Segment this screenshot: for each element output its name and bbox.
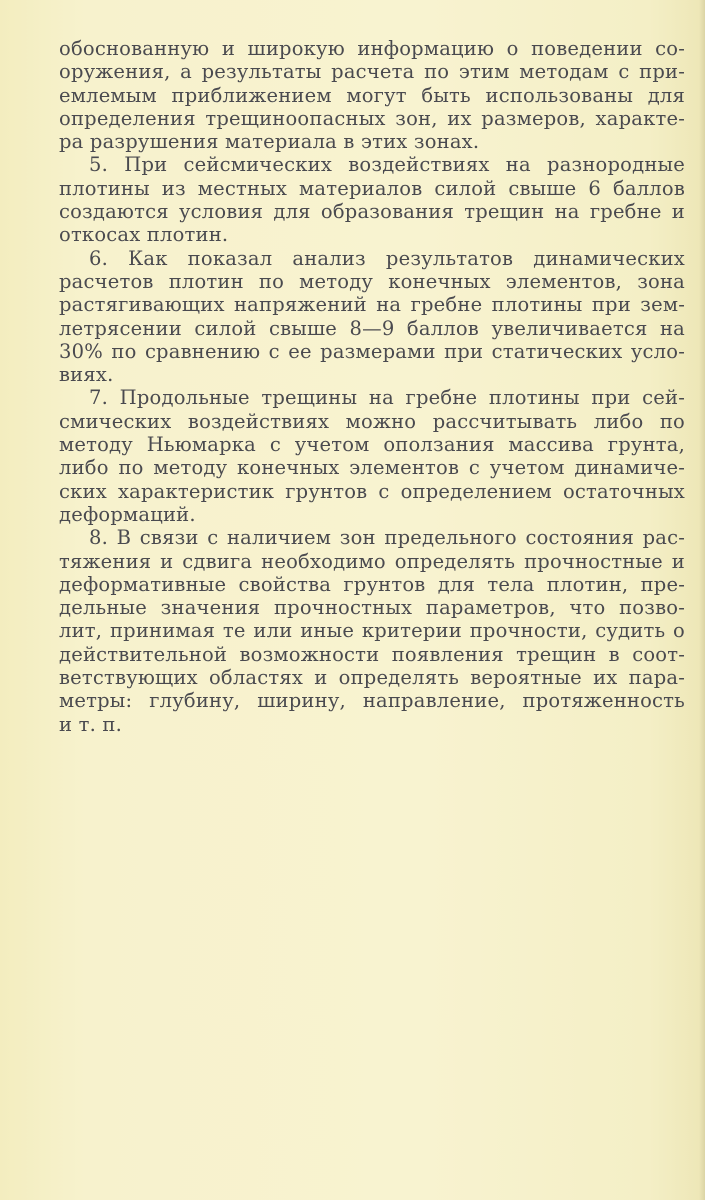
text-line: летрясении силой свыше 8—9 баллов увеличивается на [59,316,685,340]
text-line: создаются условия для образования трещин на гребне и [59,200,685,224]
text-line: тяжения и сдвига необходимо определять прочностные и [59,549,685,573]
paragraph-continuation [59,37,685,153]
text-line: деформативные свойства грунтов для тела плотин, пре- [59,572,685,596]
text-line: 6. Как показал анализ результатов динамических [89,246,685,270]
body-text [59,37,685,736]
text-line: деформаций. [59,502,196,526]
text-line: обоснованную и широкую информацию о поведении со- [59,37,685,60]
text-line: 8. В связи с наличием зон предельного состояния рас- [89,526,685,550]
paragraph-item-7 [59,386,685,526]
text-line: методу Ньюмарка с учетом оползания массива грунта, [59,433,685,457]
text-line: 7. Продольные трещины на гребне плотины при сей- [89,386,685,410]
text-line: 5. При сейсмических воздействиях на разнородные [89,153,685,177]
text-line: ских характеристик грунтов с определением остаточных [59,479,685,503]
paragraph-item-6 [59,247,685,387]
text-line: либо по методу конечных элементов с учетом динамиче- [59,456,685,480]
page-edge-shadow [699,0,705,1200]
text-line: дельные значения прочностных параметров, что позво- [59,596,685,620]
text-line: плотины из местных материалов силой свыше 6 баллов [59,176,685,200]
paragraph-item-5 [59,153,685,246]
text-line: ра разрушения материала в этих зонах. [59,130,480,154]
text-line: метры: глубину, ширину, направление, протяженность [59,689,685,713]
text-line: откосах плотин. [59,223,229,247]
text-line: ветствующих областях и определять вероятные их пара- [59,666,685,690]
text-line: оружения, а результаты расчета по этим методам с при- [59,60,685,84]
text-line: определения трещиноопасных зон, их размеров, характе- [59,106,685,130]
text-line: смических воздействиях можно рассчитывать либо по [59,409,685,433]
text-line: 30% по сравнению с ее размерами при статических усло- [59,339,685,363]
text-line: емлемым приближением могут быть использованы для [59,83,685,107]
text-line: и т. п. [59,712,122,736]
text-line: виях. [59,363,114,387]
text-line: растягивающих напряжений на гребне плотины при зем- [59,293,685,317]
text-line: расчетов плотин по методу конечных элементов, зона [59,269,685,293]
text-line: действительной возможности появления трещин в соот- [59,642,685,666]
paragraph-item-8 [59,526,685,736]
text-line: лит, принимая те или иные критерии прочности, судить о [59,619,685,643]
